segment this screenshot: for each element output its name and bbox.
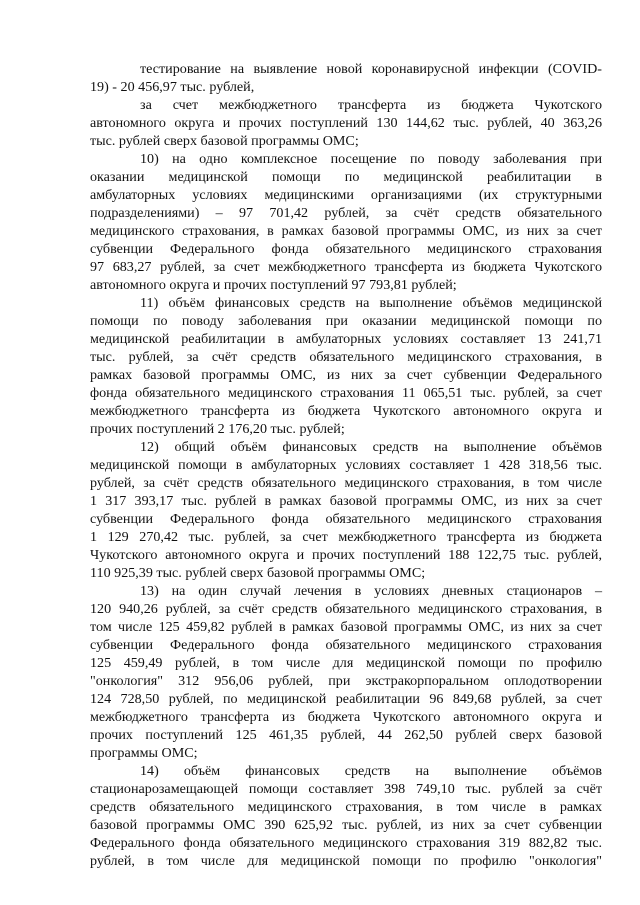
text-line: средств обязательного медицинского страхования, в том числе в рамках xyxy=(90,799,602,815)
text-line: 14) объём финансовых средств на выполнение объёмов xyxy=(140,763,602,779)
text-line: 12) общий объём финансовых средств на выполнение объёмов xyxy=(140,439,602,455)
text-line: фонда обязательного медицинского страхования 11 065,51 тыс. рублей, за счет xyxy=(90,385,602,401)
text-line: автономного округа и прочих поступлений 130 144,62 тыс. рублей, 40 363,26 xyxy=(90,115,602,131)
text-line: 124 728,50 рублей, по медицинской реабилитации 96 849,68 рублей, за счет xyxy=(90,691,602,707)
text-line: межбюджетного трансферта из бюджета Чукотского автономного округа и xyxy=(90,709,602,725)
text-line: автономного округа и прочих поступлений 97 793,81 рублей; xyxy=(90,277,457,293)
text-line: 1 317 393,17 тыс. рублей в рамках базовой программы ОМС, из них за счет xyxy=(90,493,602,509)
text-line: оказании медицинской помощи по медицинской реабилитации в xyxy=(90,169,602,185)
text-line: "онкология" 312 956,06 рублей, при экстракорпоральном оплодотворении xyxy=(90,673,602,689)
text-line: межбюджетного трансферта из бюджета Чукотского автономного округа и xyxy=(90,403,602,419)
document-body xyxy=(90,60,602,870)
text-line: 97 683,27 рублей, за счет межбюджетного трансферта из бюджета Чукотского xyxy=(90,259,602,275)
text-line: медицинской помощи в амбулаторных условиях составляет 1 428 318,56 тыс. xyxy=(90,457,602,473)
text-line: прочих поступлений 2 176,20 тыс. рублей; xyxy=(90,421,345,437)
text-line: медицинского страхования, в рамках базовой программы ОМС, из них за счет xyxy=(90,223,602,239)
text-line: программы ОМС; xyxy=(90,745,198,761)
text-line: амбулаторных условиях медицинскими организациями (их структурными xyxy=(90,187,602,203)
text-line: рамках базовой программы ОМС, из них за счет субвенции Федерального xyxy=(90,367,602,383)
text-line: базовой программы ОМС 390 625,92 тыс. рублей, из них за счет субвенции xyxy=(90,817,602,833)
text-line: 120 940,26 рублей, за счёт средств обязательного медицинского страхования, в xyxy=(90,601,602,617)
text-line: субвенции Федерального фонда обязательного медицинского страхования xyxy=(90,511,602,527)
text-line: помощи по поводу заболевания при оказании медицинской помощи по xyxy=(90,313,602,329)
text-line: 19) - 20 456,97 тыс. рублей, xyxy=(90,79,255,95)
text-line: 13) на один случай лечения в условиях дневных стационаров – xyxy=(140,583,602,599)
text-line: рублей, за счёт средств обязательного медицинского страхования, в том числе xyxy=(90,475,602,491)
text-line: 10) на одно комплексное посещение по поводу заболевания при xyxy=(140,151,602,167)
text-line: 110 925,39 тыс. рублей сверх базовой программы ОМС; xyxy=(90,565,426,581)
text-line: прочих поступлений 125 461,35 рублей, 44 262,50 рублей сверх базовой xyxy=(90,727,602,743)
text-line: стационарозамещающей помощи составляет 398 749,10 тыс. рублей за счёт xyxy=(90,781,602,797)
text-line: субвенции Федерального фонда обязательного медицинского страхования xyxy=(90,637,602,653)
text-line: медицинской реабилитации в амбулаторных условиях составляет 13 241,71 xyxy=(90,331,602,347)
text-line: тыс. рублей, за счёт средств обязательного медицинского страхования, в xyxy=(90,349,602,365)
text-line: тестирование на выявление новой коронавирусной инфекции (COVID- xyxy=(140,61,602,77)
text-line: тыс. рублей сверх базовой программы ОМС; xyxy=(90,133,359,149)
text-line: подразделениями) – 97 701,42 рублей, за счёт средств обязательного xyxy=(90,205,602,221)
text-line: 1 129 270,42 тыс. рублей, за счет межбюджетного трансферта из бюджета xyxy=(90,529,602,545)
text-line: Федерального фонда обязательного медицинского страхования 319 882,82 тыс. xyxy=(90,835,602,851)
text-line: 125 459,49 рублей, в том числе для медицинской помощи по профилю xyxy=(90,655,602,671)
text-line: том числе 125 459,82 рублей в рамках базовой программы ОМС, из них за счет xyxy=(90,619,602,635)
text-line: Чукотского автономного округа и прочих поступлений 188 122,75 тыс. рублей, xyxy=(90,547,602,563)
text-line: за счет межбюджетного трансферта из бюджета Чукотского xyxy=(140,97,602,113)
text-line: субвенции Федерального фонда обязательного медицинского страхования xyxy=(90,241,602,257)
text-line: рублей, в том числе для медицинской помощи по профилю "онкология" xyxy=(90,853,602,869)
text-line: 11) объём финансовых средств на выполнение объёмов медицинской xyxy=(140,295,602,311)
